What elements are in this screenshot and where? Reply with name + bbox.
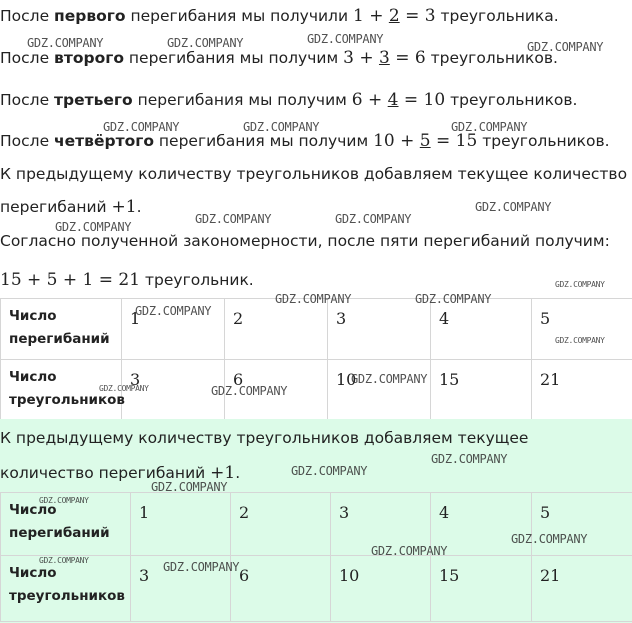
- watermark: GDZ.COMPANY: [275, 292, 352, 306]
- table-1-cell: 21: [532, 360, 632, 420]
- watermark: GDZ.COMPANY: [167, 36, 244, 50]
- watermark: GDZ.COMPANY: [243, 120, 320, 134]
- watermark: GDZ.COMPANY: [431, 452, 508, 466]
- result-line: [0, 270, 254, 290]
- table-1-cell: 4: [431, 299, 532, 360]
- watermark: GDZ.COMPANY: [555, 336, 605, 345]
- line-4-math-underlined: 5: [419, 131, 431, 151]
- table-1-cell: 2: [225, 299, 328, 360]
- line-3-ordinal: третьего: [54, 91, 133, 109]
- table-1-cell: 10: [328, 360, 431, 420]
- result-math: 15 + 5 + 1 = 21: [0, 270, 141, 290]
- table-1-row-triangles: [1, 360, 632, 420]
- table-2-label-folds: Число перегибаний: [1, 493, 131, 556]
- conclusion-line: Согласно полученной закономерности, после пяти перегибаний получим:: [0, 232, 610, 250]
- rule-line-2-text: перегибаний: [0, 198, 112, 216]
- watermark: GDZ.COMPANY: [211, 384, 288, 398]
- line-3-middle: перегибания мы получим: [132, 91, 352, 109]
- watermark: GDZ.COMPANY: [163, 560, 240, 574]
- watermark: GDZ.COMPANY: [27, 36, 104, 50]
- watermark: GDZ.COMPANY: [415, 292, 492, 306]
- table-2-cell: 6: [231, 556, 331, 622]
- watermark: GDZ.COMPANY: [39, 556, 89, 565]
- green-rule-line-2-end: .: [235, 464, 241, 482]
- table-2-cell: 15: [431, 556, 532, 622]
- line-1-prefix: После: [0, 7, 55, 25]
- table-2-cell: 10: [331, 556, 431, 622]
- watermark: GDZ.COMPANY: [135, 304, 212, 318]
- table-2-cell: 5: [532, 493, 632, 556]
- line-2-prefix: После: [0, 49, 55, 67]
- line-4-ordinal: четвёртого: [54, 132, 154, 150]
- table-2-label-triangles: Число треугольников: [1, 556, 131, 622]
- table-2-cell: 4: [431, 493, 532, 556]
- watermark: GDZ.COMPANY: [555, 280, 605, 289]
- rule-line-1: К предыдущему количеству треугольников добавляем текущее количество: [0, 165, 628, 183]
- watermark: GDZ.COMPANY: [307, 32, 384, 46]
- watermark: GDZ.COMPANY: [335, 212, 412, 226]
- table-1-label-triangles: Число треугольников: [1, 360, 122, 420]
- line-4-prefix: После: [0, 132, 55, 150]
- table-1-cell: 3: [122, 360, 225, 420]
- line-1-math-a: 1 +: [352, 6, 389, 26]
- watermark: GDZ.COMPANY: [103, 120, 180, 134]
- watermark: GDZ.COMPANY: [55, 220, 132, 234]
- table-1-row-folds: [1, 299, 632, 360]
- table-1-label-folds: Число перегибаний: [1, 299, 122, 360]
- watermark: GDZ.COMPANY: [351, 372, 428, 386]
- line-4-math-a: 10 +: [373, 131, 420, 151]
- line-1-math-b: = 3: [399, 6, 436, 26]
- green-rule-line-2-text: количество перегибаний: [0, 464, 211, 482]
- green-rule-line-1: К предыдущему количеству треугольников добавляем текущее: [0, 429, 529, 447]
- table-2-cell: 3: [131, 556, 231, 622]
- table-2-cell: 3: [331, 493, 431, 556]
- highlighted-answer-block: [0, 419, 632, 623]
- table-2-cell: 1: [131, 493, 231, 556]
- watermark: GDZ.COMPANY: [371, 544, 448, 558]
- line-2-math-a: 3 +: [343, 48, 379, 68]
- rule-line-2-math: +1: [111, 197, 137, 217]
- line-4-math-b: = 15: [430, 131, 478, 151]
- table-2-cell: 21: [532, 556, 632, 622]
- text-line-1: [0, 6, 559, 26]
- line-2-suffix: треугольников.: [425, 49, 558, 67]
- watermark: GDZ.COMPANY: [151, 480, 228, 494]
- watermark: GDZ.COMPANY: [511, 532, 588, 546]
- line-2-math-b: = 6: [389, 48, 426, 68]
- green-rule-line-2-math: +1: [210, 463, 236, 483]
- line-3-math-underlined: 4: [387, 90, 399, 110]
- table-2: [0, 492, 632, 622]
- watermark: GDZ.COMPANY: [39, 496, 89, 505]
- line-3-math-b: = 10: [398, 90, 446, 110]
- watermark: GDZ.COMPANY: [99, 384, 149, 393]
- table-2-row-triangles: [1, 556, 632, 622]
- table-1-cell: 15: [431, 360, 532, 420]
- table-2-cell: 2: [231, 493, 331, 556]
- line-1-math-underlined: 2: [388, 6, 400, 26]
- watermark: GDZ.COMPANY: [291, 464, 368, 478]
- result-text: треугольник.: [140, 271, 254, 289]
- table-2-row-folds: [1, 493, 632, 556]
- line-4-suffix: треугольников.: [477, 132, 610, 150]
- text-line-4: [0, 131, 610, 151]
- line-3-suffix: треугольников.: [445, 91, 578, 109]
- rule-line-2-end: .: [136, 198, 142, 216]
- table-1: [0, 298, 632, 420]
- watermark: GDZ.COMPANY: [475, 200, 552, 214]
- text-line-2: [0, 48, 558, 68]
- text-line-3: [0, 90, 577, 110]
- watermark: GDZ.COMPANY: [451, 120, 528, 134]
- line-4-middle: перегибания мы получим: [153, 132, 374, 150]
- table-1-cell: 5: [532, 299, 632, 360]
- line-3-prefix: После: [0, 91, 55, 109]
- line-1-middle: перегибания мы получили: [125, 7, 353, 25]
- line-1-ordinal: первого: [54, 7, 126, 25]
- line-1-suffix: треугольника.: [435, 7, 559, 25]
- table-1-cell: 6: [225, 360, 328, 420]
- line-3-math-a: 6 +: [351, 90, 388, 110]
- line-2-math-underlined: 3: [378, 48, 390, 68]
- line-2-middle: перегибания мы получим: [123, 49, 344, 67]
- line-2-ordinal: второго: [54, 49, 124, 67]
- table-1-cell: 1: [122, 299, 225, 360]
- table-1-cell: 3: [328, 299, 431, 360]
- rule-line-2: [0, 197, 142, 217]
- watermark: GDZ.COMPANY: [527, 40, 604, 54]
- watermark: GDZ.COMPANY: [195, 212, 272, 226]
